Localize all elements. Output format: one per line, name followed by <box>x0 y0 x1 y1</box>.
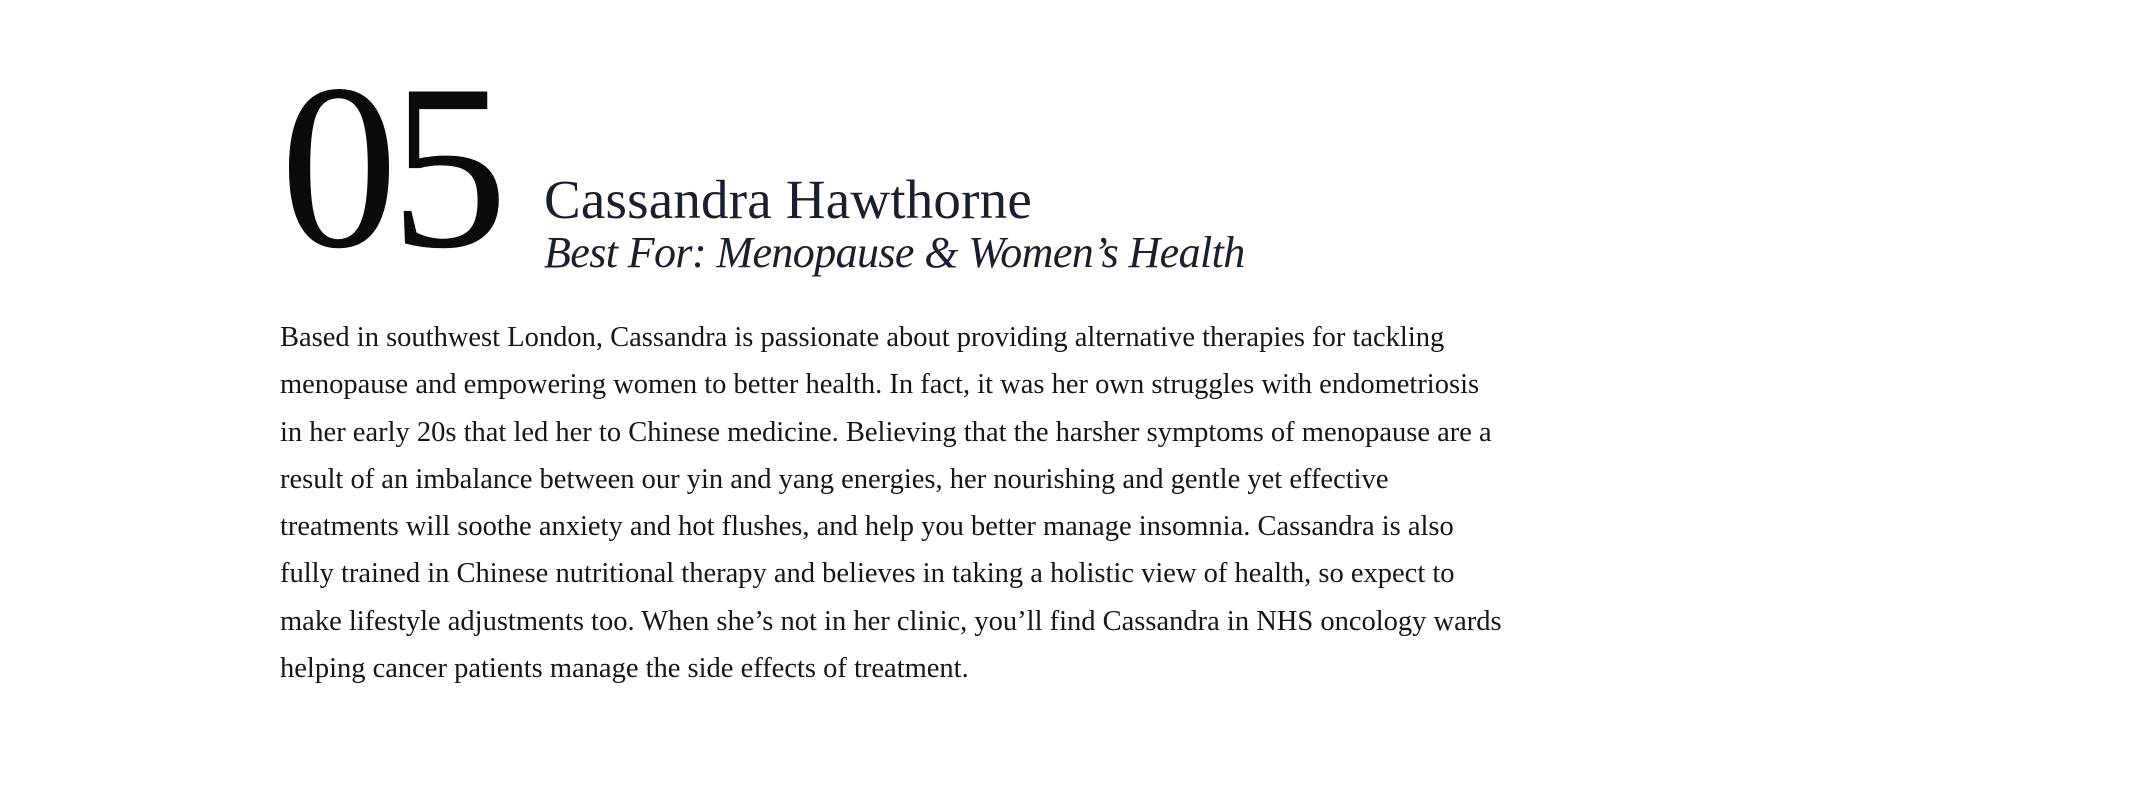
practitioner-entry <box>280 37 1502 692</box>
practitioner-name: Cassandra Hawthorne <box>544 169 1032 230</box>
entry-number: 05 <box>280 37 500 298</box>
entry-header <box>280 37 1500 298</box>
entry-titles <box>544 169 1245 286</box>
practitioner-description: Based in southwest London, Cassandra is passionate about providing alternative therapies for tackling menopause and empowering women to better health. In fact, it was her own struggles with endometriosis in her early 20s that led her to Chinese medicine. Believing that the harsher symptoms of menopause are a result of an imbalance between our yin and yang energies, her nourishing and gentle yet effective treatments will soothe anxiety and hot flushes, and help you better manage insomnia. Cassandra is also fully trained in Chinese nutritional therapy and believes in taking a holistic view of health, so expect to make lifestyle adjustments too. When she’s not in her clinic, you’ll find Cassandra in NHS oncology wards helping cancer patients manage the side effects of treatment. <box>280 322 1502 685</box>
best-for-tagline: Best For: Menopause & Women’s Health <box>544 228 1245 277</box>
